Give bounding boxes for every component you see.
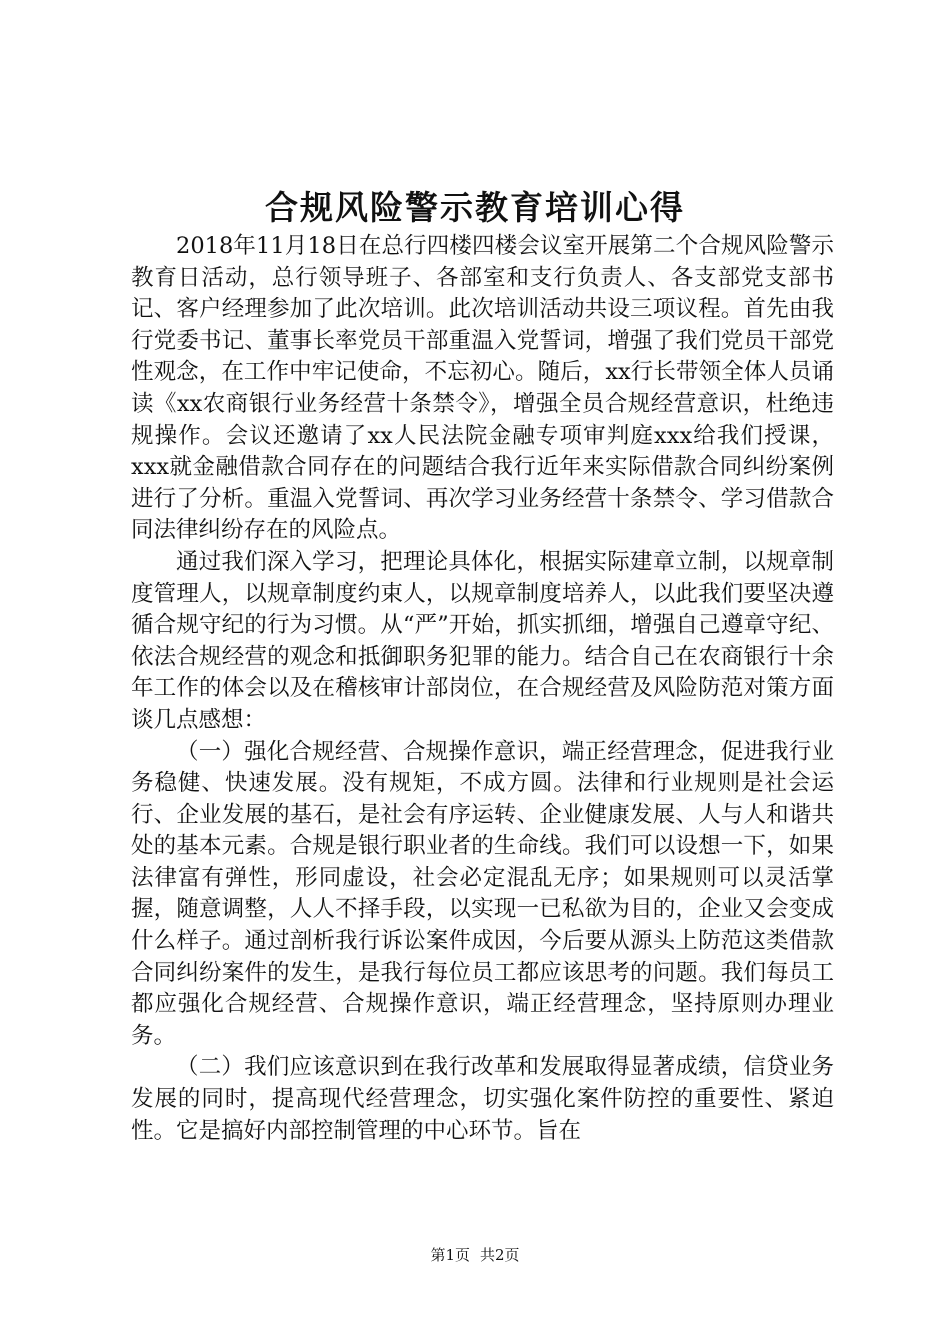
paragraph: （二）我们应该意识到在我行改革和发展取得显著成绩，信贷业务发展的同时，提高现代经营理念，切实强化案件防控的重要性、紧迫性。它是搞好内部控制管理的中心环节。旨在 xyxy=(131,1054,834,1144)
document-body xyxy=(131,231,834,1147)
paragraph: 2018年11月18日在总行四楼四楼会议室开展第二个合规风险警示教育日活动，总行领导班子、各部室和支行负责人、各支部党支部书记、客户经理参加了此次培训。此次培训活动共设三项议程。首先由我行党委书记、董事长率党员干部重温入党誓词，增强了我们党员干部党性观念，在工作中牢记使命，不忘初心。随后，xx行长带领全体人员诵读《xx农商银行业务经营十条禁令》，增强全员合规经营意识，杜绝违规操作。会议还邀请了xx人民法院金融专项审判庭xxx给我们授课，xxx就金融借款合同存在的问题结合我行近年来实际借款合同纠纷案例进行了分析。重温入党誓词、再次学习业务经营十条禁令、学习借款合同法律纠纷存在的风险点。 xyxy=(131,233,834,544)
paragraph: （一）强化合规经营、合规操作意识，端正经营理念，促进我行业务稳健、快速发展。没有规矩，不成方圆。法律和行业规则是社会运行、企业发展的基石，是社会有序运转、企业健康发展、人与人和谐共处的基本元素。合规是银行职业者的生命线。我们可以设想一下，如果法律富有弹性，形同虚设，社会必定混乱无序；如果规则可以灵活掌握，随意调整，人人不择手段，以实现一已私欲为目的，企业又会变成什么样子。通过剖析我行诉讼案件成因，今后要从源头上防范这类借款合同纠纷案件的发生，是我行每位员工都应该思考的问题。我们每员工都应强化合规经营、合规操作意识，端正经营理念，坚持原则办理业务。 xyxy=(131,738,834,1049)
paragraph: 通过我们深入学习，把理论具体化，根据实际建章立制，以规章制度管理人，以规章制度约束人，以规章制度培养人，以此我们要坚决遵循合规守纪的行为习惯。从“严”开始，抓实抓细，增强自己遵章守纪、依法合规经营的观念和抵御职务犯罪的能力。结合自己在农商银行十余年工作的体会以及在稽核审计部岗位，在合规经营及风险防范对策方面谈几点感想： xyxy=(131,548,834,733)
page-total: 共2页 xyxy=(480,1246,520,1264)
page-number: 第1页 xyxy=(430,1246,470,1264)
page-footer xyxy=(0,1245,950,1265)
document-title: 合规风险警示教育培训心得 xyxy=(265,188,685,227)
